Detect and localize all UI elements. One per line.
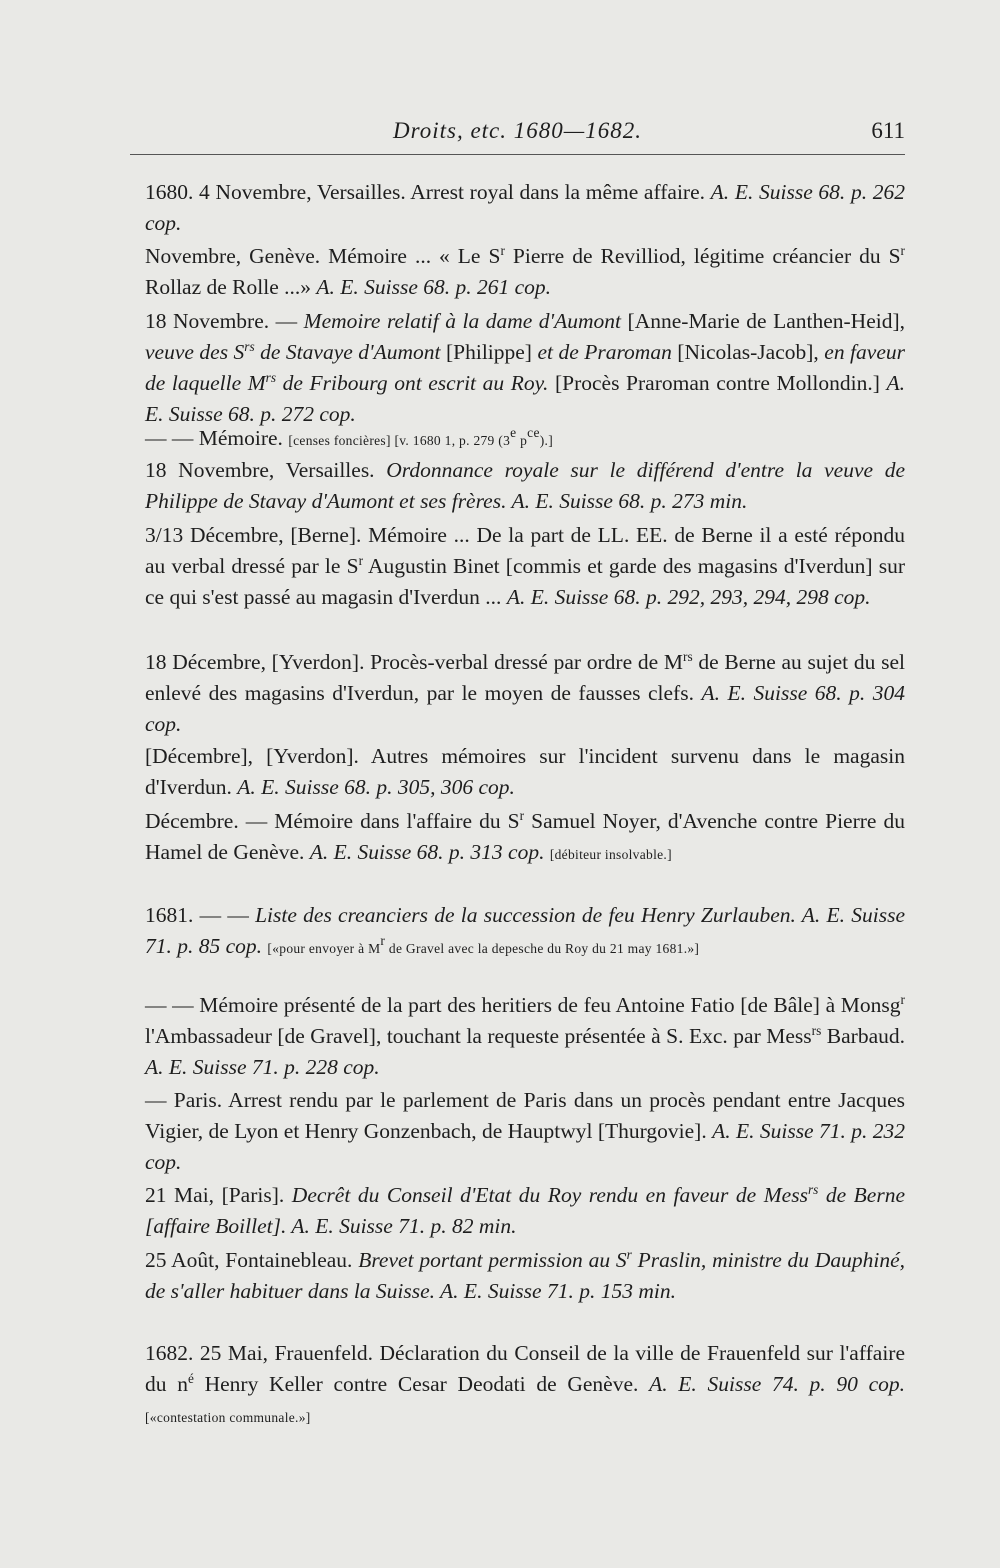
editorial-note: [débiteur insolvable.] bbox=[549, 847, 672, 862]
entry-text: A. E. Suisse 68. p. 292, 293, 294, 298 cop. bbox=[506, 585, 871, 609]
editorial-note: [«contestation communale.»] bbox=[145, 1410, 311, 1425]
entry bbox=[145, 647, 905, 740]
entry-text: 18 Décembre, [Yverdon]. Procès-verbal dressé par ordre de M bbox=[145, 650, 684, 674]
entry-text: 3/13 Décembre, [Berne]. Mémoire ... De la part de LL. EE. de Berne il a esté répondu au verbal dressé par le S bbox=[145, 523, 905, 578]
entry bbox=[145, 520, 905, 613]
entry-text: 1682. 25 Mai, Frauenfeld. Déclaration du Conseil de la ville de Frauenfeld sur l'affaire du n bbox=[145, 1341, 905, 1396]
entry-text: [Philippe] bbox=[440, 340, 538, 364]
entry-text: A. E. Suisse 71. p. 232 cop. bbox=[145, 1119, 905, 1174]
entry-text: Pierre de Revilliod, légitime créancier du S bbox=[504, 244, 901, 268]
entry-text: veuve des S bbox=[145, 340, 245, 364]
entry-text: A. E. Suisse 68. p. 313 cop. bbox=[309, 840, 545, 864]
entry-text: 18 Novembre. — bbox=[145, 309, 304, 333]
entry bbox=[145, 1245, 905, 1307]
editorial-note: de Gravel avec la depesche du Roy du 21 may 1681.»] bbox=[385, 941, 700, 956]
superscript: r bbox=[358, 552, 364, 568]
entry-text: Brevet portant permission au S bbox=[358, 1248, 627, 1272]
entry-text: de Stavaye d'Aumont bbox=[254, 340, 441, 364]
entry-text: 25 Août, Fontainebleau. bbox=[145, 1248, 359, 1272]
entry bbox=[145, 900, 905, 964]
entry-text: Samuel Noyer, d'Avenche contre Pierre du Hamel de Genève. bbox=[145, 809, 905, 864]
superscript: r bbox=[900, 242, 905, 258]
superscript: e bbox=[510, 424, 517, 440]
entry bbox=[145, 423, 905, 456]
editorial-note: ).] bbox=[539, 433, 554, 448]
editorial-note: p bbox=[516, 433, 528, 448]
superscript: rs bbox=[265, 369, 277, 385]
superscript: é bbox=[187, 1370, 194, 1386]
entry-text: de Berne [affaire Boillet]. A. E. Suisse 71. p. 82 min. bbox=[145, 1183, 905, 1238]
superscript: r bbox=[500, 242, 505, 258]
entry-text: [Anne-Marie de Lanthen-Heid], bbox=[621, 309, 906, 333]
editorial-note: [«pour envoyer à M bbox=[267, 941, 381, 956]
entry-text: — — Mémoire. bbox=[145, 426, 289, 450]
page-number: 611 bbox=[871, 118, 905, 143]
superscript: r bbox=[380, 932, 386, 948]
entry bbox=[145, 741, 905, 803]
entry-text: 21 Mai, [Paris]. bbox=[145, 1183, 292, 1207]
entry-text: — Paris. Arrest rendu par le parlement de Paris dans un procès pendant entre Jacques Vigier, de Lyon et Henry Gonzenbach, de Hauptwyl [Thurgovie]. bbox=[145, 1088, 905, 1143]
entry-text: A. E. Suisse 68. p. 262 cop. bbox=[145, 180, 905, 235]
entry-text: Augustin Binet [commis et garde des magasins d'Iverdun] sur ce qui s'est passé au magasin d'Iverdun ... bbox=[145, 554, 905, 609]
superscript: rs bbox=[683, 648, 693, 664]
entry-text: l'Ambassadeur [de Gravel], touchant la requeste présentée à S. Exc. par Mess bbox=[145, 1024, 812, 1048]
superscript: rs bbox=[244, 338, 255, 354]
entry-text: en faveur de laquelle M bbox=[145, 340, 905, 395]
entry-text: [Procès Praroman contre Mollondin.] bbox=[548, 371, 887, 395]
entry-text: Memoire relatif à la dame d'Aumont bbox=[303, 309, 622, 333]
entry-text: [Nicolas-Jacob], bbox=[671, 340, 825, 364]
entry bbox=[145, 241, 905, 303]
superscript: rs bbox=[807, 1181, 819, 1197]
entry-text: de Fribourg ont escrit au Roy. bbox=[276, 371, 549, 395]
entry-text: — — Mémoire présenté de la part des heritiers de feu Antoine Fatio [de Bâle] à Monsg bbox=[145, 993, 901, 1017]
superscript: r bbox=[519, 807, 525, 823]
entry-text: A. E. Suisse 68. p. 304 cop. bbox=[145, 681, 905, 736]
entry bbox=[145, 1338, 905, 1433]
entry-text: A. E. Suisse 68. p. 272 cop. bbox=[145, 371, 905, 426]
entry bbox=[145, 306, 905, 430]
entry-text: Ordonnance royale sur le différend d'entre la veuve de Philippe de Stavay d'Aumont et ses frères. A. E. Suisse 68. p. 273 min. bbox=[145, 458, 906, 513]
editorial-note: [censes foncières] [v. 1680 1, p. 279 (3 bbox=[288, 433, 511, 448]
entry bbox=[145, 1180, 905, 1242]
superscript: r bbox=[900, 991, 905, 1007]
entry-text: de Berne au sujet du sel enlevé des magasins d'Iverdun, par le moyen de fausses clefs. bbox=[145, 650, 905, 705]
entry bbox=[145, 806, 905, 870]
entry-text: 1681. — — bbox=[145, 903, 256, 927]
entry-text: Novembre, Genève. Mémoire ... « Le S bbox=[145, 244, 501, 268]
entry-text: Decrêt du Conseil d'Etat du Roy rendu en faveur de Mess bbox=[291, 1183, 808, 1207]
entry-text: A. E. Suisse 68. p. 305, 306 cop. bbox=[237, 775, 515, 799]
entry bbox=[145, 455, 905, 517]
entry-text: A. E. Suisse 68. p. 261 cop. bbox=[316, 275, 552, 299]
superscript: r bbox=[626, 1246, 632, 1262]
entry-text: A. E. Suisse 71. p. 228 cop. bbox=[145, 1055, 380, 1079]
entry-text: Liste des creanciers de la succession de feu Henry Zurlauben. A. E. Suisse 71. p. 85 cop. bbox=[145, 903, 905, 958]
superscript: rs bbox=[811, 1022, 822, 1038]
entry-text: Barbaud. bbox=[821, 1024, 905, 1048]
entry bbox=[145, 1085, 905, 1178]
entry-text: [Décembre], [Yverdon]. Autres mémoires sur l'incident survenu dans le magasin d'Iverdun. bbox=[145, 744, 905, 799]
entry-text: Décembre. — Mémoire dans l'affaire du S bbox=[145, 809, 520, 833]
running-title: Droits, etc. 1680—1682. bbox=[393, 118, 642, 143]
entry-text: 18 Novembre, Versailles. bbox=[145, 458, 387, 482]
entry-text: Rollaz de Rolle ...» bbox=[145, 275, 317, 299]
entry-text: Praslin, ministre du Dauphiné, de s'aller habituer dans la Suisse. A. E. Suisse 71. p. 153 min. bbox=[145, 1248, 905, 1303]
page-header bbox=[130, 118, 905, 155]
entry bbox=[145, 177, 905, 239]
entry-text: A. E. Suisse 74. p. 90 cop. bbox=[649, 1372, 906, 1396]
entry-text: Henry Keller contre Cesar Deodati de Genève. bbox=[193, 1372, 650, 1396]
entry bbox=[145, 990, 905, 1083]
entry-text: et de Praroman bbox=[537, 340, 672, 364]
entry-text: 1680. 4 Novembre, Versailles. Arrest royal dans la même affaire. bbox=[145, 180, 711, 204]
superscript: ce bbox=[527, 424, 540, 440]
